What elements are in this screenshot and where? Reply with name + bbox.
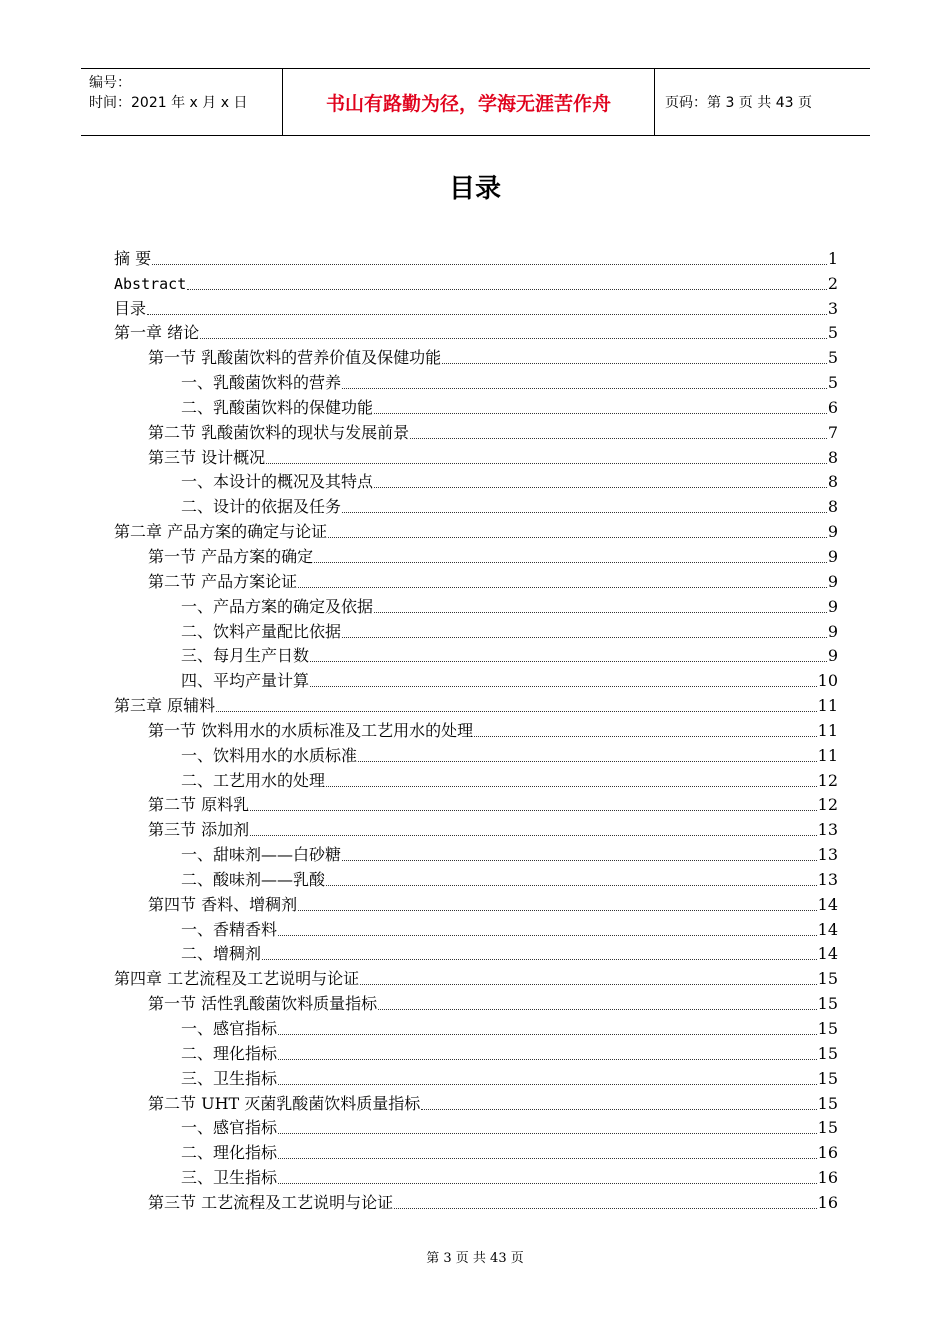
toc-dot-leader <box>147 314 827 315</box>
toc-entry-title: 第二章 产品方案的确定与论证 <box>114 522 328 542</box>
document-number-label: 编号： <box>89 75 131 91</box>
toc-entry[interactable] <box>114 791 838 816</box>
toc-entry-page-number: 12 <box>817 770 838 790</box>
page-title: 目录 <box>448 174 501 204</box>
toc-dot-leader <box>278 1158 817 1159</box>
toc-dot-leader <box>250 835 817 836</box>
toc-entry-page-number: 15 <box>817 1093 838 1113</box>
toc-dot-leader <box>421 1109 816 1110</box>
toc-entry[interactable] <box>114 269 838 294</box>
toc-entry-title: 二、设计的依据及任务 <box>181 497 342 517</box>
toc-entry-title: 三、每月生产日数 <box>181 646 310 666</box>
toc-dot-leader <box>378 1009 817 1010</box>
toc-entry[interactable] <box>114 1089 838 1114</box>
toc-entry-page-number: 15 <box>817 1043 838 1063</box>
toc-dot-leader <box>262 959 817 960</box>
toc-entry-title: 一、饮料用水的水质标准 <box>181 745 358 765</box>
toc-dot-leader <box>200 338 827 339</box>
toc-entry-title: 第四章 工艺流程及工艺说明与论证 <box>114 969 360 989</box>
toc-entry-title: 摘 要 <box>114 248 152 268</box>
toc-entry-title: 第一节 产品方案的确定 <box>148 546 314 566</box>
toc-entry-page-number: 5 <box>827 348 838 368</box>
toc-dot-leader <box>278 1059 817 1060</box>
toc-entry-title: 一、感官指标 <box>181 1019 278 1038</box>
toc-entry-title: 三、卫生指标 <box>181 1068 278 1088</box>
toc-entry-page-number: 15 <box>817 1019 838 1038</box>
toc-entry-title: 一、产品方案的确定及依据 <box>181 596 374 616</box>
toc-entry-page-number: 15 <box>817 1068 838 1088</box>
toc-entry-page-number: 1 <box>827 248 838 268</box>
toc-entry-page-number: 13 <box>817 820 838 840</box>
toc-entry-page-number: 9 <box>827 621 838 641</box>
toc-entry[interactable] <box>114 592 838 617</box>
toc-dot-leader <box>342 388 827 389</box>
toc-entry-page-number: 3 <box>827 298 838 318</box>
toc-entry-title: 三、卫生指标 <box>181 1168 278 1188</box>
toc-entry[interactable] <box>114 393 838 418</box>
toc-entry[interactable] <box>114 840 838 865</box>
toc-entry[interactable] <box>114 1163 838 1188</box>
toc-entry[interactable] <box>114 542 838 567</box>
toc-entry[interactable] <box>114 1064 838 1089</box>
toc-dot-leader <box>374 487 827 488</box>
toc-entry-page-number: 16 <box>817 1143 838 1163</box>
toc-entry[interactable] <box>114 368 838 393</box>
toc-entry-title: 一、感官指标 <box>181 1118 278 1138</box>
toc-entry-page-number: 13 <box>817 869 838 889</box>
toc-dot-leader <box>442 363 827 364</box>
header-page-info: 页码：第 3 页 共 43 页 <box>665 95 812 111</box>
toc-entry-page-number: 9 <box>827 596 838 616</box>
toc-entry-title: 二、饮料产量配比依据 <box>181 621 342 641</box>
toc-entry[interactable] <box>114 1014 838 1039</box>
toc-entry[interactable] <box>114 517 838 542</box>
toc-dot-leader <box>342 637 827 638</box>
toc-entry-page-number: 9 <box>827 522 838 542</box>
toc-entry-page-number: 2 <box>827 273 838 293</box>
toc-entry[interactable] <box>114 418 838 443</box>
toc-entry-title: 一、香精香料 <box>181 919 278 939</box>
toc-entry[interactable] <box>114 1114 838 1139</box>
toc-dot-leader <box>342 512 827 513</box>
toc-entry[interactable] <box>114 815 838 840</box>
toc-dot-leader <box>314 562 827 563</box>
toc-entry-title: 目录 <box>114 298 147 318</box>
toc-entry-page-number: 8 <box>827 497 838 517</box>
toc-dot-leader <box>298 910 817 911</box>
toc-entry[interactable] <box>114 741 838 766</box>
toc-dot-leader <box>278 1183 817 1184</box>
toc-entry-page-number: 12 <box>817 795 838 815</box>
toc-dot-leader <box>374 413 827 414</box>
toc-entry-title: 第四节 香料、增稠剂 <box>148 894 298 914</box>
toc-entry[interactable] <box>114 1039 838 1064</box>
toc-entry-page-number: 14 <box>817 944 838 964</box>
toc-dot-leader <box>474 736 817 737</box>
toc-entry[interactable] <box>114 343 838 368</box>
toc-entry-page-number: 9 <box>827 646 838 666</box>
toc-entry-title: 第三节 添加剂 <box>148 820 250 840</box>
toc-entry[interactable] <box>114 691 838 716</box>
toc-entry-page-number: 15 <box>817 1118 838 1138</box>
toc-entry[interactable] <box>114 294 838 319</box>
toc-dot-leader <box>278 1034 817 1035</box>
header-motto: 书山有路勤为径，学海无涯苦作舟 <box>282 69 655 135</box>
toc-entry[interactable] <box>114 915 838 940</box>
toc-dot-leader <box>358 761 817 762</box>
toc-dot-leader <box>360 984 817 985</box>
toc-entry[interactable] <box>114 567 838 592</box>
toc-dot-leader <box>374 612 827 613</box>
toc-entry[interactable] <box>114 492 838 517</box>
toc-entry-title: 第二节 产品方案论证 <box>148 571 298 591</box>
toc-dot-leader <box>152 264 827 265</box>
toc-entry-title: 二、增稠剂 <box>181 944 262 964</box>
page-footer: 第 3 页 共 43 页 <box>426 1251 524 1266</box>
toc-entry-title: 第三章 原辅料 <box>114 696 216 716</box>
toc-dot-leader <box>410 438 827 439</box>
toc-entry-page-number: 16 <box>817 1168 838 1188</box>
toc-entry-page-number: 16 <box>817 1192 838 1212</box>
toc-entry-title: 第三节 设计概况 <box>148 447 266 467</box>
toc-entry-title: 第二节 乳酸菌饮料的现状与发展前景 <box>148 422 410 442</box>
toc-entry-title: 二、乳酸菌饮料的保健功能 <box>181 397 374 417</box>
toc-entry-title: 第二节 UHT 灭菌乳酸菌饮料质量指标 <box>148 1093 421 1113</box>
toc-dot-leader <box>326 885 817 886</box>
document-time-label: 时间：2021 年 x 月 x 日 <box>89 95 248 111</box>
toc-entry[interactable] <box>114 468 838 493</box>
toc-entry-page-number: 5 <box>827 323 838 343</box>
toc-dot-leader <box>342 860 817 861</box>
toc-entry-page-number: 7 <box>827 422 838 442</box>
toc-entry[interactable] <box>114 964 838 989</box>
toc-entry-title: 第三节 工艺流程及工艺说明与论证 <box>148 1192 394 1212</box>
toc-entry-title: 二、理化指标 <box>181 1143 278 1163</box>
toc-entry-page-number: 8 <box>827 472 838 492</box>
toc-entry[interactable] <box>114 865 838 890</box>
toc-entry-page-number: 13 <box>817 845 838 865</box>
toc-entry-title: 一、乳酸菌饮料的营养 <box>181 373 342 393</box>
toc-entry-title: 一、甜味剂——白砂糖 <box>181 845 342 865</box>
toc-entry-page-number: 5 <box>827 373 838 393</box>
toc-entry[interactable] <box>114 642 838 667</box>
toc-entry-page-number: 9 <box>827 546 838 566</box>
toc-dot-leader <box>278 1084 817 1085</box>
toc-dot-leader <box>216 711 817 712</box>
table-of-contents <box>114 244 838 1213</box>
toc-dot-leader <box>328 537 827 538</box>
toc-dot-leader <box>310 661 827 662</box>
toc-dot-leader <box>298 587 827 588</box>
toc-entry[interactable] <box>114 716 838 741</box>
toc-dot-leader <box>310 686 817 687</box>
toc-entry-title: 二、理化指标 <box>181 1043 278 1063</box>
toc-dot-leader <box>278 1133 817 1134</box>
page-header <box>81 68 870 136</box>
toc-entry[interactable] <box>114 244 838 269</box>
toc-dot-leader <box>326 786 817 787</box>
toc-entry-title: 二、酸味剂——乳酸 <box>181 869 326 889</box>
toc-entry-title: 一、本设计的概况及其特点 <box>181 472 374 492</box>
toc-entry-page-number: 10 <box>817 671 838 691</box>
toc-entry-page-number: 11 <box>817 720 838 740</box>
toc-entry-page-number: 14 <box>817 919 838 939</box>
toc-entry[interactable] <box>114 443 838 468</box>
toc-entry-title: 第一节 活性乳酸菌饮料质量指标 <box>148 994 378 1014</box>
toc-dot-leader <box>394 1208 817 1209</box>
toc-entry[interactable] <box>114 319 838 344</box>
toc-entry[interactable] <box>114 940 838 965</box>
toc-entry-title: 第一节 乳酸菌饮料的营养价值及保健功能 <box>148 348 442 368</box>
toc-entry[interactable] <box>114 890 838 915</box>
toc-entry-page-number: 11 <box>817 745 838 765</box>
toc-entry[interactable] <box>114 766 838 791</box>
toc-entry-title: 第二节 原料乳 <box>148 795 250 815</box>
toc-entry-page-number: 9 <box>827 571 838 591</box>
toc-entry-title: 四、平均产量计算 <box>181 671 310 691</box>
toc-dot-leader <box>266 463 827 464</box>
toc-entry-title: 第一节 饮料用水的水质标准及工艺用水的处理 <box>148 720 474 740</box>
toc-dot-leader <box>187 289 827 290</box>
toc-entry-page-number: 8 <box>827 447 838 467</box>
toc-entry-page-number: 6 <box>827 397 838 417</box>
toc-entry-title: Abstract <box>114 274 187 293</box>
toc-entry-page-number: 14 <box>817 894 838 914</box>
toc-entry[interactable] <box>114 989 838 1014</box>
toc-entry-page-number: 11 <box>817 696 838 716</box>
toc-entry-title: 二、工艺用水的处理 <box>181 770 326 790</box>
toc-entry-page-number: 15 <box>817 994 838 1014</box>
toc-entry[interactable] <box>114 617 838 642</box>
toc-entry-page-number: 15 <box>817 969 838 989</box>
toc-entry-title: 第一章 绪论 <box>114 323 200 343</box>
header-meta <box>81 69 282 135</box>
toc-entry[interactable] <box>114 1188 838 1213</box>
toc-entry[interactable] <box>114 666 838 691</box>
toc-dot-leader <box>278 935 817 936</box>
toc-dot-leader <box>250 810 817 811</box>
toc-entry[interactable] <box>114 1138 838 1163</box>
